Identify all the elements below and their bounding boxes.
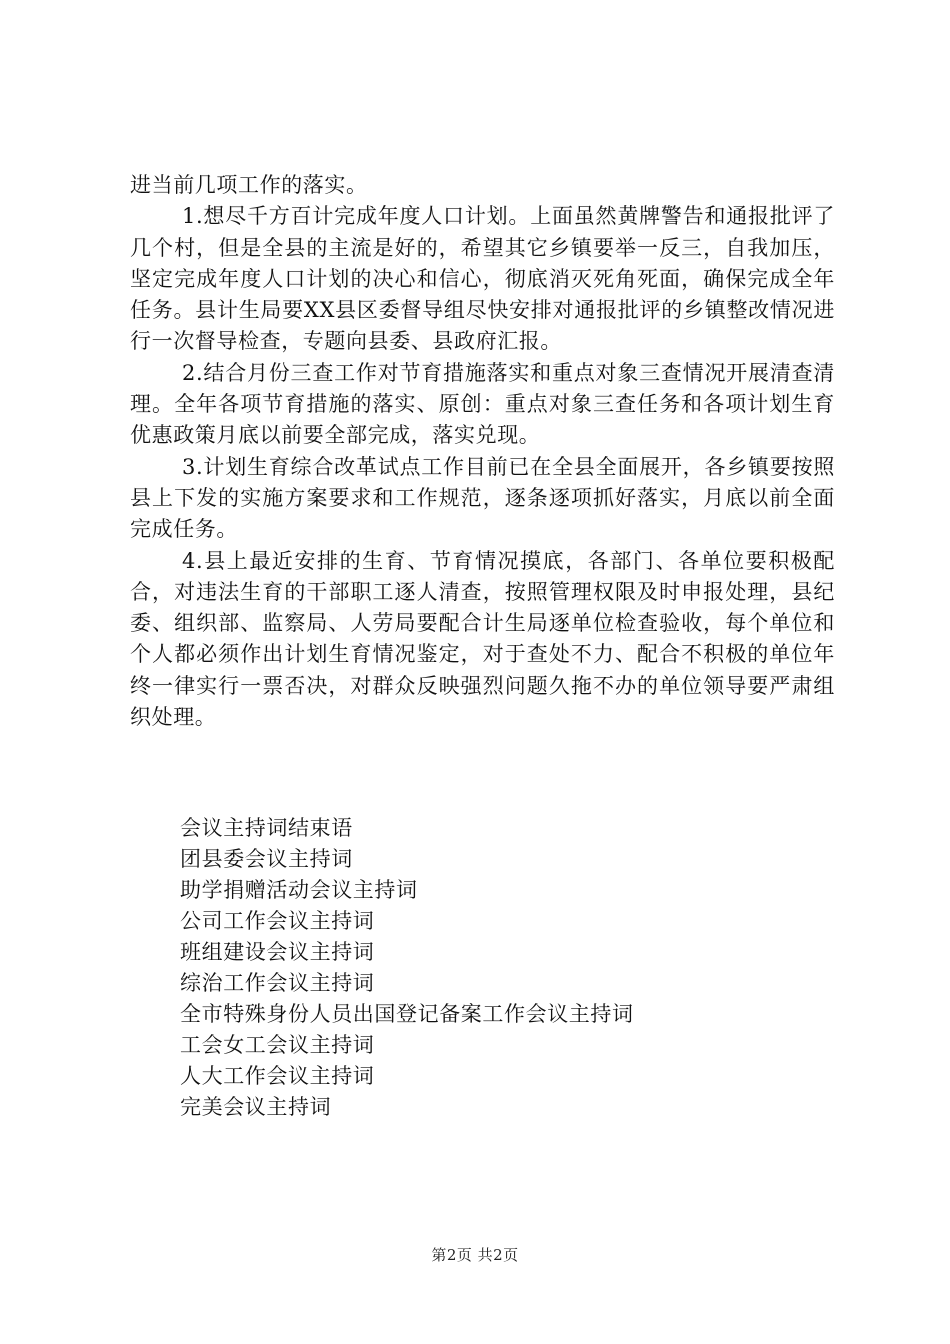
related-title: 工会女工会议主持词: [180, 1033, 375, 1057]
related-title: 全市特殊身份人员出国登记备案工作会议主持词: [180, 1002, 634, 1026]
paragraph-item-1: 1.想尽千方百计完成年度人口计划。上面虽然黄牌警告和通报批评了几个村，但是全县的主流是好的，希望其它乡镇要举一反三，自我加压，坚定完成年度人口计划的决心和信心，彻底消灭死角死面，确保完成全年任务。县计生局要XX县区委督导组尽快安排对通报批评的乡镇整改情况进行一次督导检查，专题向县委、县政府汇报。: [130, 204, 835, 354]
related-titles-list: [180, 813, 820, 1123]
related-title: 班组建设会议主持词: [180, 940, 375, 964]
related-title: 人大工作会议主持词: [180, 1064, 375, 1088]
paragraph-item-3: 3.计划生育综合改革试点工作目前已在全县全面展开，各乡镇要按照县上下发的实施方案要求和工作规范，逐条逐项抓好落实，月底以前全面完成任务。: [130, 454, 835, 542]
related-title: 助学捐赠活动会议主持词: [180, 878, 418, 902]
related-title: 综治工作会议主持词: [180, 971, 375, 995]
paragraph-item-2: 2.结合月份三查工作对节育措施落实和重点对象三查情况开展清查清理。全年各项节育措施的落实、原创：重点对象三查任务和各项计划生育优惠政策月底以前要全部完成，落实兑现。: [130, 360, 835, 448]
paragraph-item-4: 4.县上最近安排的生育、节育情况摸底，各部门、各单位要积极配合，对违法生育的干部职工逐人清查，按照管理权限及时申报处理，县纪委、组织部、监察局、人劳局要配合计生局逐单位检查验收，每个单位和个人都必须作出计划生育情况鉴定，对于查处不力、配合不积极的单位年终一律实行一票否决，对群众反映强烈问题久拖不办的单位领导要严肃组织处理。: [130, 548, 835, 730]
document-body: [130, 170, 835, 733]
page-number-footer: 第2页 共2页: [431, 1246, 519, 1264]
related-title: 会议主持词结束语: [180, 816, 353, 840]
related-title: 团县委会议主持词: [180, 847, 353, 871]
related-title: 完美会议主持词: [180, 1095, 332, 1119]
paragraph-continuation: 进当前几项工作的落实。: [130, 173, 368, 197]
related-title: 公司工作会议主持词: [180, 909, 375, 933]
